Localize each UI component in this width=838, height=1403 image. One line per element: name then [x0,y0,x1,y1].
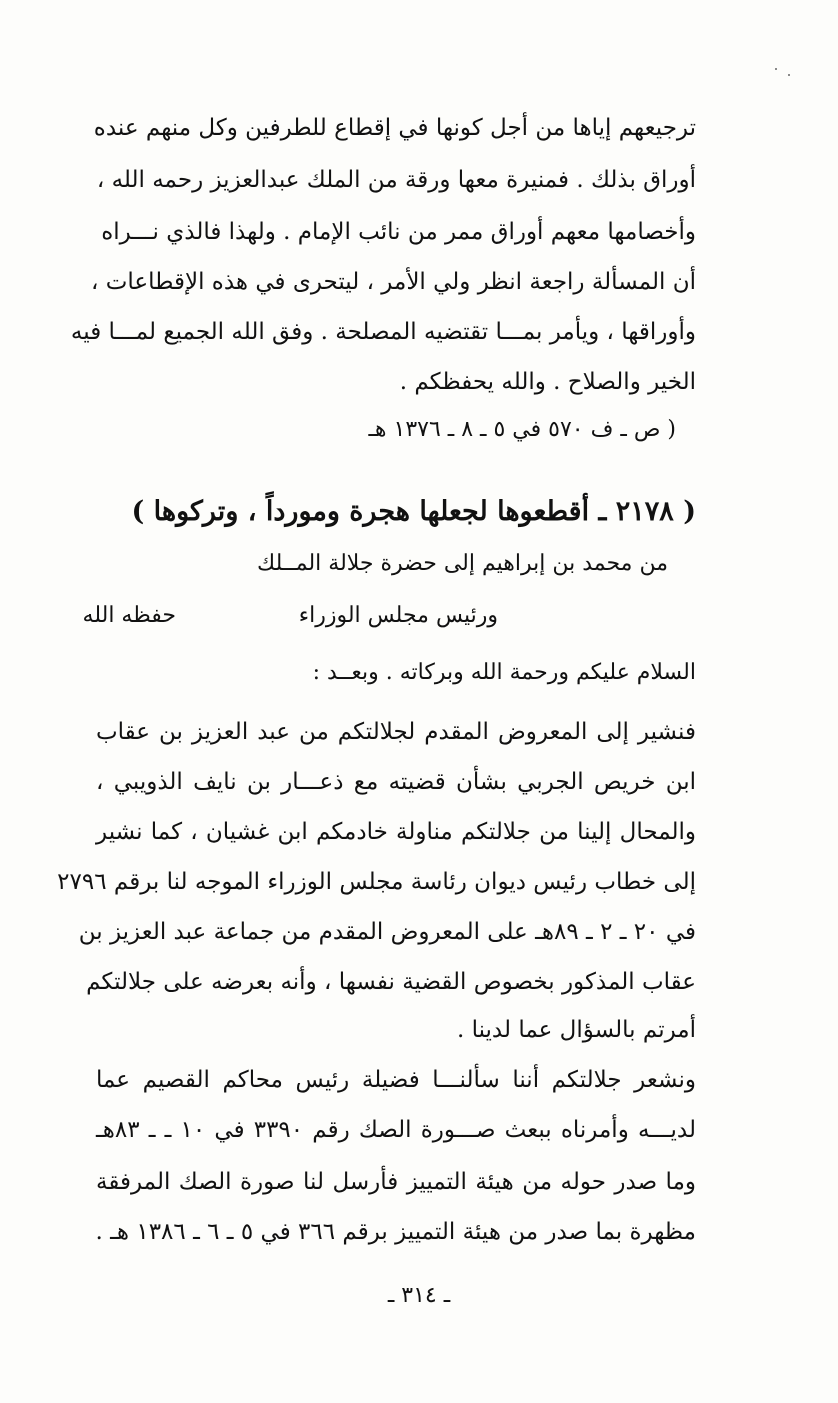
text-line: ونشعر جلالتكم أننا سألنـــا فضيلة رئيس محاكم القصيم عما [96,1067,696,1093]
section-heading: ( ٢١٧٨ ـ أقطعوها لجعلها هجرة ومورداً ، وتركوها ) [131,496,696,527]
letter-blessing: حفظه الله [82,603,176,628]
text-line: الخير والصلاح . والله يحفظكم . [399,369,696,395]
text-line: والمحال إلينا من جلالتكم مناولة خادمكم ابن غشيان ، كما نشير [96,819,696,845]
text-line: وأخصامها معهم أوراق ممر من نائب الإمام . ولهذا فالذي نـــراه [101,219,696,245]
text-line: ترجيعهم إياها من أجل كونها في إقطاع للطرفين وكل منهم عنده [93,115,696,141]
text-line: أوراق بذلك . فمنيرة معها ورقة من الملك عبدالعزيز رحمه الله ، [96,167,696,193]
letter-recipient-title: ورئيس مجلس الوزراء [298,603,498,628]
text-line: أمرتم بالسؤال عما لدينا . [456,1017,696,1043]
letter-greeting: السلام عليكم ورحمة الله وبركاته . وبعــد : [312,660,696,685]
text-line: إلى خطاب رئيس ديوان رئاسة مجلس الوزراء الموجه لنا برقم ٢٧٩٦ [57,869,696,895]
scan-speck [775,68,777,70]
text-line: أن المسألة راجعة انظر ولي الأمر ، ليتحرى في هذه الإقطاعات ، [90,269,696,295]
text-line: فنشير إلى المعروض المقدم لجلالتكم من عبد العزيز بن عقاب [96,719,696,745]
page-number: ـ ٣١٤ ـ [387,1283,451,1308]
text-line: مظهرة بما صدر من هيئة التمييز برقم ٣٦٦ في ٥ ـ ٦ ـ ١٣٨٦ هـ . [95,1219,696,1245]
scan-speck [788,74,790,76]
text-line: ابن خريص الجربي بشأن قضيته مع ذعـــار بن نايف الذويبي ، [96,769,696,795]
text-line: وما صدر حوله من هيئة التمييز فأرسل لنا صورة الصك المرفقة [96,1169,696,1195]
text-line: وأوراقها ، ويأمر بمـــا تقتضيه المصلحة . وفق الله الجميع لمـــا فيه [70,319,696,345]
letter-from-line: من محمد بن إبراهيم إلى حضرة جلالة المــلك [257,551,668,576]
text-line: لديـــه وأمرناه ببعث صـــورة الصك رقم ٣٣٩٠ في ١٠ ـ ـ ٨٣هـ [96,1117,696,1143]
text-line: عقاب المذكور بخصوص القضية نفسها ، وأنه بعرضه على جلالتكم [86,969,696,995]
source-reference: ( ص ـ ف ٥٧٠ في ٥ ـ ٨ ـ ١٣٧٦ هـ [368,417,676,442]
text-line: في ٢٠ ـ ٢ ـ ٨٩هـ على المعروض المقدم من جماعة عبد العزيز بن [78,919,696,945]
